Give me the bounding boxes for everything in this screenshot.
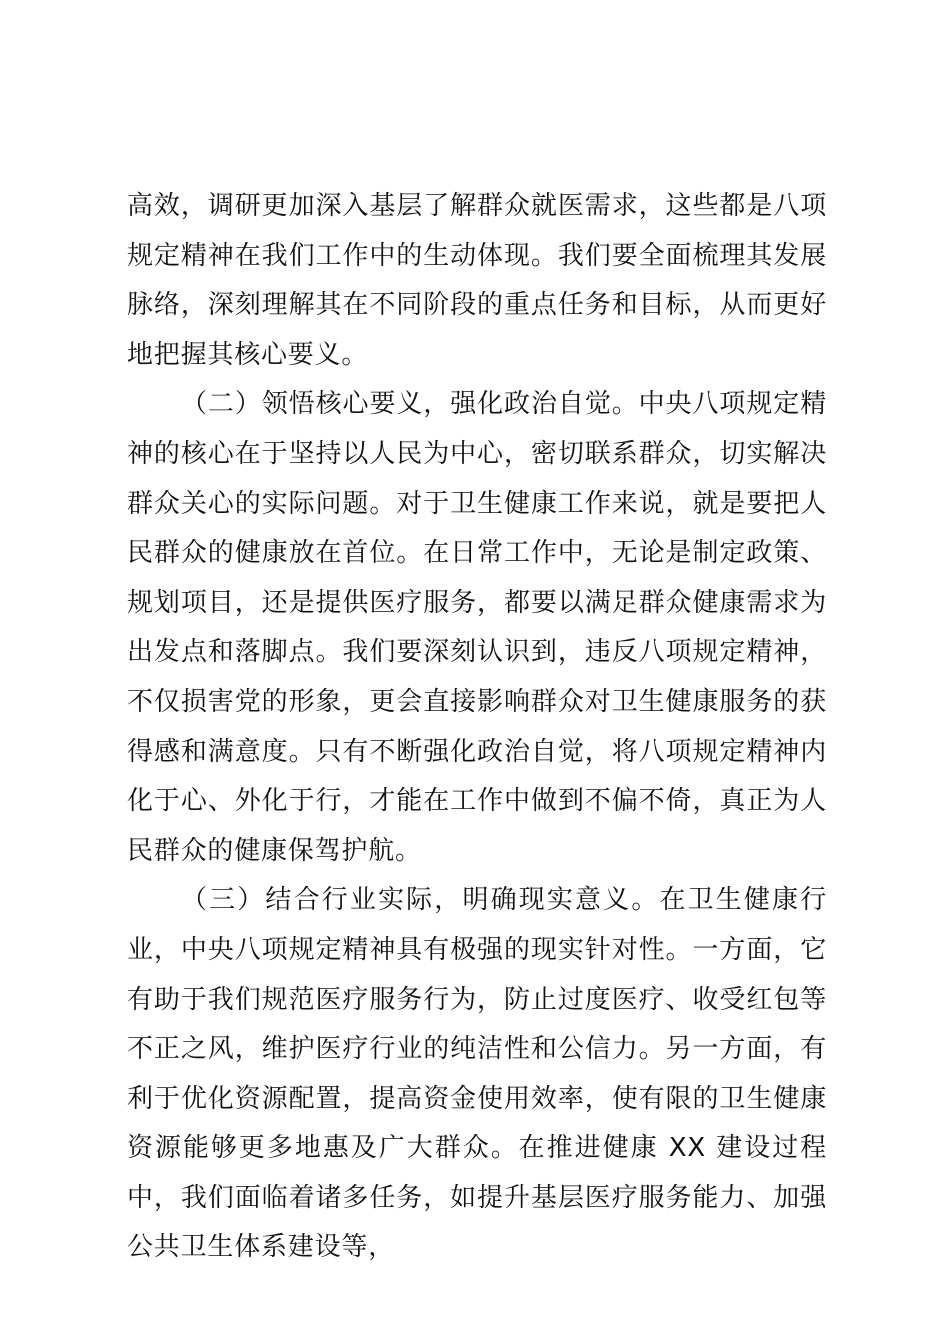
paragraph-section-two: （二）领悟核心要义，强化政治自觉。中央八项规定精神的核心在于坚持以人民为中心，密切联系群众，切实解决群众关心的实际问题。对于卫生健康工作来说，就是要把人民群众的健康放在首位。在日常工作中，无论是制定政策、规划项目，还是提供医疗服务，都要以满足群众健康需求为出发点和落脚点。我们要深刻认识到，违反八项规定精神，不仅损害党的形象，更会直接影响群众对卫生健康服务的获得感和满意度。只有不断强化政治自觉，将八项规定精神内化于心、外化于行，才能在工作中做到不偏不倚，真正为人民群众的健康保驾护航。: [127, 389, 827, 866]
document-body: [127, 182, 827, 1273]
paragraph-section-three: （三）结合行业实际，明确现实意义。在卫生健康行业，中央八项规定精神具有极强的现实针对性。一方面，它有助于我们规范医疗服务行为，防止过度医疗、收受红包等不正之风，维护医疗行业的纯洁性和公信力。另一方面，有利于优化资源配置，提高资金使用效率，使有限的卫生健康资源能够更多地惠及广大群众。在推进健康 XX 建设过程中，我们面临着诸多任务，如提升基层医疗服务能力、加强公共卫生体系建设等，: [127, 885, 827, 1263]
paragraph-continuation: 高效，调研更加深入基层了解群众就医需求，这些都是八项规定精神在我们工作中的生动体现。我们要全面梳理其发展脉络，深刻理解其在不同阶段的重点任务和目标，从而更好地把握其核心要义。: [127, 191, 827, 370]
